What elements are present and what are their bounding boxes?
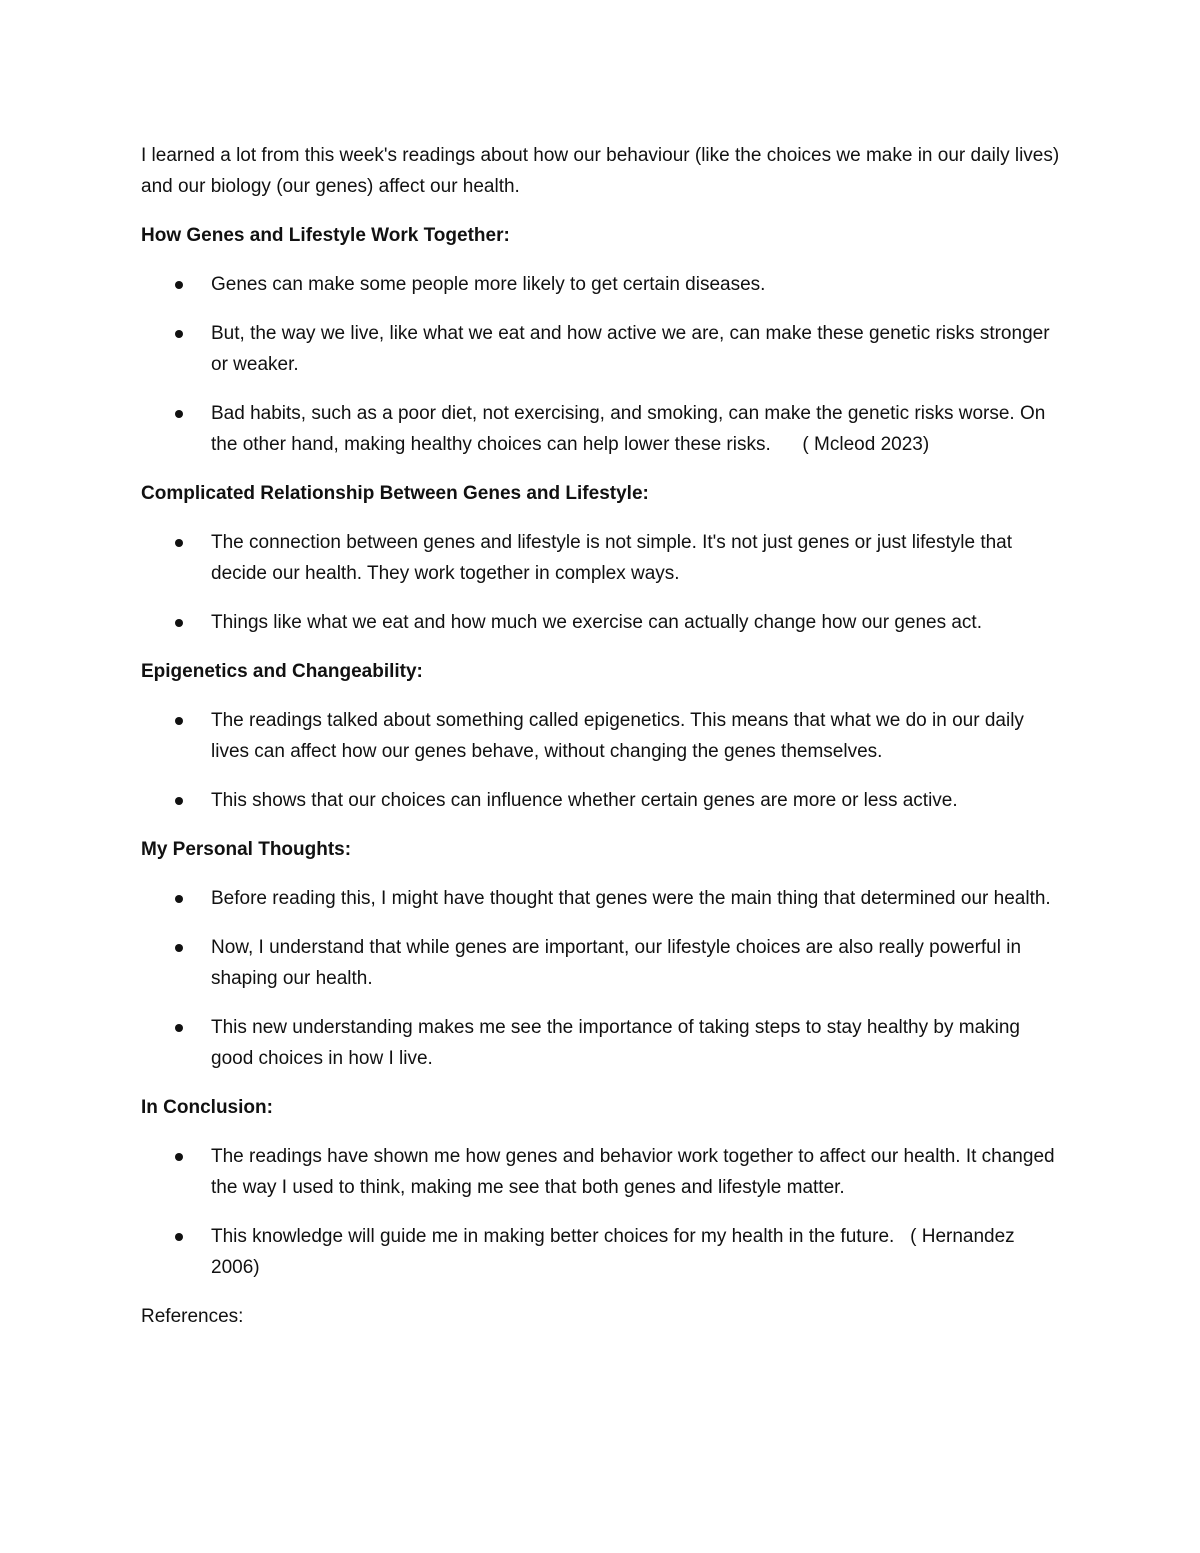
references-label: References: xyxy=(141,1306,244,1327)
list-item xyxy=(211,269,1066,300)
bullet-icon xyxy=(175,797,183,805)
bullet-icon xyxy=(175,717,183,725)
list-item xyxy=(211,1012,1066,1074)
section-epigenetics xyxy=(141,656,1066,816)
bullet-list xyxy=(141,705,1066,816)
list-item-text: Before reading this, I might have thought that genes were the main thing that determined our health. xyxy=(211,888,1051,909)
list-item-text: This shows that our choices can influence whether certain genes are more or less active. xyxy=(211,790,958,811)
bullet-icon xyxy=(175,330,183,338)
section-heading: Epigenetics and Changeability: xyxy=(141,661,423,682)
list-item xyxy=(211,1141,1066,1203)
section-personal-thoughts xyxy=(141,834,1066,1074)
list-item-text: The readings talked about something called epigenetics. This means that what we do in our daily lives can affect how our genes behave, without changing the genes themselves. xyxy=(211,710,1024,762)
list-item-text: This new understanding makes me see the importance of taking steps to stay healthy by making good choices in how I live. xyxy=(211,1017,1020,1069)
list-item xyxy=(211,705,1066,767)
bullet-list xyxy=(141,1141,1066,1283)
section-genes-lifestyle xyxy=(141,220,1066,460)
list-item-text: Things like what we eat and how much we exercise can actually change how our genes act. xyxy=(211,612,982,633)
bullet-icon xyxy=(175,281,183,289)
bullet-list xyxy=(141,269,1066,460)
list-item-text: Genes can make some people more likely to get certain diseases. xyxy=(211,274,766,295)
list-item xyxy=(211,785,1066,816)
bullet-icon xyxy=(175,410,183,418)
list-item xyxy=(211,607,1066,638)
bullet-icon xyxy=(175,1153,183,1161)
list-item-text: But, the way we live, like what we eat and how active we are, can make these genetic risks stronger or weaker. xyxy=(211,323,1050,375)
list-item xyxy=(211,398,1066,460)
section-heading: My Personal Thoughts: xyxy=(141,839,352,860)
list-item xyxy=(211,527,1066,589)
intro-paragraph: I learned a lot from this week's readings about how our behaviour (like the choices we make in our daily lives) and our biology (our genes) affect our health. xyxy=(141,145,1060,197)
list-item-text: The readings have shown me how genes and behavior work together to affect our health. It changed the way I used to think, making me see that both genes and lifestyle matter. xyxy=(211,1146,1055,1198)
list-item-text: Now, I understand that while genes are important, our lifestyle choices are also really powerful in shaping our health. xyxy=(211,937,1022,989)
list-item xyxy=(211,1221,1066,1283)
bullet-list xyxy=(141,527,1066,638)
bullet-list xyxy=(141,883,1066,1074)
section-heading: In Conclusion: xyxy=(141,1097,273,1118)
bullet-icon xyxy=(175,944,183,952)
list-item-text: This knowledge will guide me in making better choices for my health in the future. ( Hernandez 2006) xyxy=(211,1226,1020,1278)
list-item xyxy=(211,318,1066,380)
bullet-icon xyxy=(175,619,183,627)
section-heading: How Genes and Lifestyle Work Together: xyxy=(141,225,510,246)
list-item xyxy=(211,883,1066,914)
section-heading: Complicated Relationship Between Genes and Lifestyle: xyxy=(141,483,649,504)
list-item-text: The connection between genes and lifestyle is not simple. It's not just genes or just lifestyle that decide our health. They work together in complex ways. xyxy=(211,532,1013,584)
document-body xyxy=(141,140,1066,1332)
list-item-text: Bad habits, such as a poor diet, not exercising, and smoking, can make the genetic risks worse. On the other hand, making healthy choices can help lower these risks. ( Mcleod 2023) xyxy=(211,403,1051,455)
bullet-icon xyxy=(175,1024,183,1032)
bullet-icon xyxy=(175,1233,183,1241)
bullet-icon xyxy=(175,539,183,547)
section-conclusion xyxy=(141,1092,1066,1283)
bullet-icon xyxy=(175,895,183,903)
list-item xyxy=(211,932,1066,994)
section-complicated-relationship xyxy=(141,478,1066,638)
